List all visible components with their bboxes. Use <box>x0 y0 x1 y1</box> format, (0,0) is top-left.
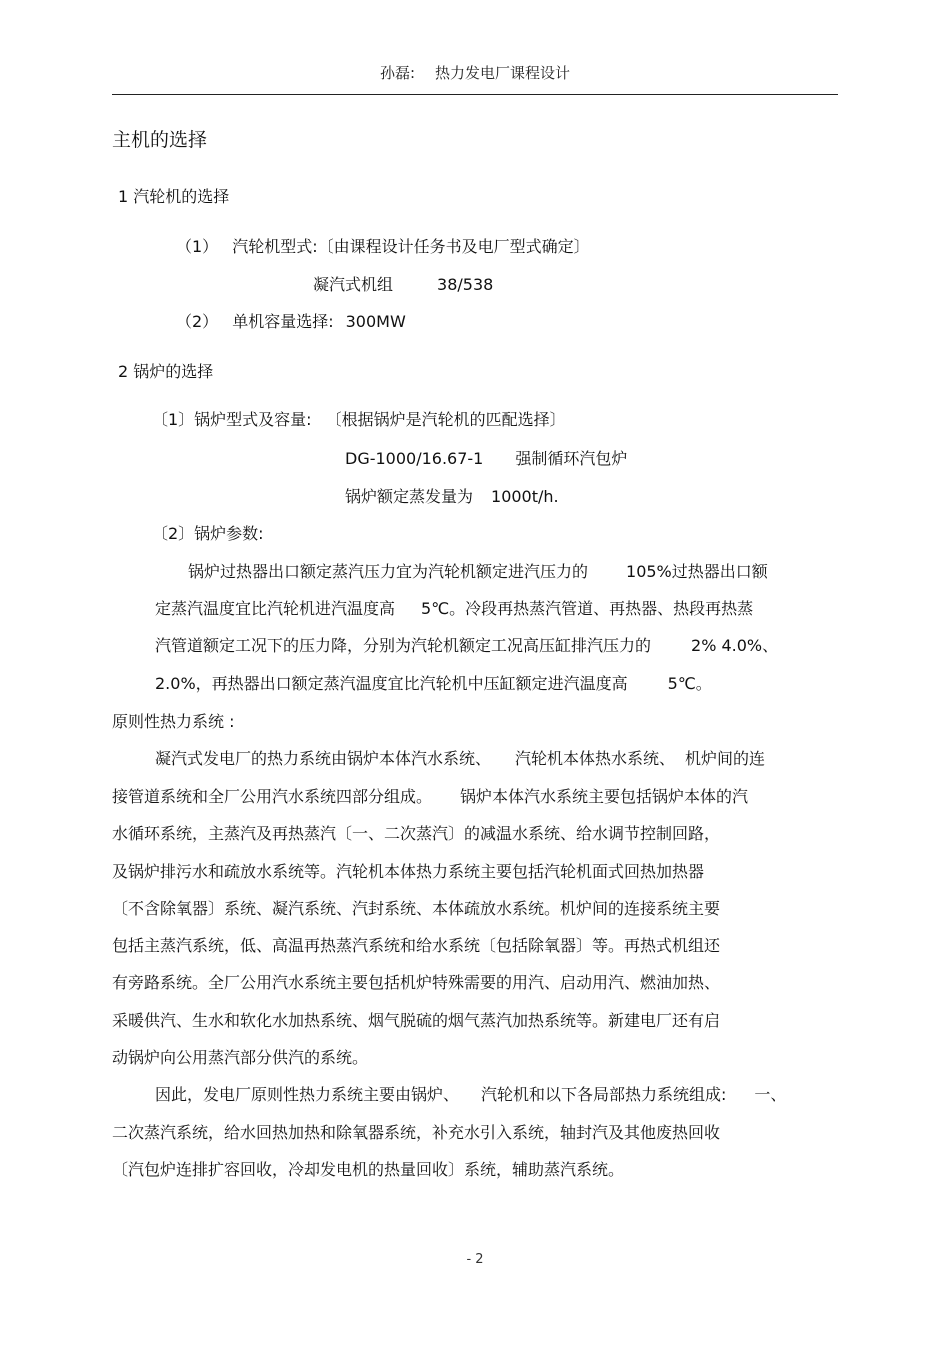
text-segment: 凝汽式发电厂的热力系统由锅炉本体汽水系统、 <box>155 749 492 768</box>
turbine-item1-text: 汽轮机型式:〔由课程设计任务书及电厂型式确定〕 <box>232 237 590 256</box>
boiler-model-line <box>345 447 627 471</box>
turbine-item2-text: 单机容量选择: <box>232 312 334 331</box>
system-para1-line: 及锅炉排污水和疏放水系统等。汽轮机本体热力系统主要包括汽轮机面式回热加热器 <box>112 862 705 881</box>
turbine-type: 凝汽式机组 <box>313 275 394 294</box>
boiler-params-line <box>155 597 753 621</box>
text-segment: 汽轮机本体热水系统、 <box>515 749 676 768</box>
boiler-heading: 2 锅炉的选择 <box>118 362 214 381</box>
text-segment: 2.0%，再热器出口额定蒸汽温度宜比汽轮机中压缸额定进汽温度高 <box>155 674 628 693</box>
system-para1-line: 〔不含除氧器〕系统、凝汽系统、汽封系统、本体疏放水系统。机炉间的连接系统主要 <box>112 899 721 918</box>
system-para1-line: 采暖供汽、生水和软化水加热系统、烟气脱硫的烟气蒸汽加热系统等。新建电厂还有启 <box>112 1011 721 1030</box>
header-course: 热力发电厂课程设计 <box>435 64 571 82</box>
boiler-params-line <box>155 672 712 696</box>
text-segment: 105%过热器出口额 <box>626 562 768 581</box>
text-segment: 因此，发电厂原则性热力系统主要由锅炉、 <box>155 1085 460 1104</box>
turbine-item1-value <box>313 273 493 297</box>
page-header <box>112 62 838 95</box>
system-para1-line <box>155 747 765 771</box>
page-number: - 2 <box>466 1252 484 1267</box>
text-segment: 锅炉过热器出口额定蒸汽压力宜为汽轮机额定进汽压力的 <box>188 562 589 581</box>
section-title: 主机的选择 <box>112 129 208 151</box>
text-segment: 5℃。冷段再热蒸汽管道、再热器、热段再热蒸 <box>421 599 754 618</box>
turbine-capacity: 300MW <box>345 312 406 331</box>
system-para2-line <box>155 1083 786 1107</box>
header-author: 孙磊: <box>379 64 416 82</box>
boiler-rated-value: 1000t/h. <box>491 487 559 506</box>
boiler-item1-text: 〔根据锅炉是汽轮机的匹配选择〕 <box>325 410 566 429</box>
boiler-params-line <box>188 560 768 584</box>
turbine-item1 <box>176 235 590 259</box>
boiler-model: DG-1000/16.67-1 <box>345 449 484 468</box>
turbine-item2 <box>176 310 406 334</box>
turbine-item2-label: （2） <box>176 312 219 331</box>
turbine-params: 38/538 <box>437 275 494 294</box>
text-segment: 锅炉本体汽水系统主要包括锅炉本体的汽 <box>460 787 749 806</box>
boiler-params-line <box>155 634 778 658</box>
text-segment: 汽管道额定工况下的压力降，分别为汽轮机额定工况高压缸排汽压力的 <box>155 636 652 655</box>
text-segment: 2% 4.0%、 <box>691 636 779 655</box>
boiler-rated-line <box>345 485 559 509</box>
text-segment: 汽轮机和以下各局部热力系统组成: <box>481 1085 727 1104</box>
boiler-rated-label: 锅炉额定蒸发量为 <box>345 487 474 506</box>
system-para1-line <box>112 785 748 809</box>
turbine-heading: 1 汽轮机的选择 <box>118 187 230 206</box>
text-segment: 一、 <box>754 1085 787 1104</box>
boiler-item1-label: 〔1〕锅炉型式及容量: <box>152 410 312 429</box>
system-para1-line: 动锅炉向公用蒸汽部分供汽的系统。 <box>112 1048 369 1067</box>
system-para1-line: 水循环系统，主蒸汽及再热蒸汽〔一、二次蒸汽〕的减温水系统、给水调节控制回路， <box>112 824 721 843</box>
system-para1-line: 有旁路系统。全厂公用汽水系统主要包括机炉特殊需要的用汽、启动用汽、燃油加热、 <box>112 973 721 992</box>
system-para1-line: 包括主蒸汽系统，低、高温再热蒸汽系统和给水系统〔包括除氧器〕等。再热式机组还 <box>112 936 721 955</box>
boiler-model-desc: 强制循环汽包炉 <box>515 449 628 468</box>
boiler-item1 <box>152 408 566 432</box>
text-segment: 5℃。 <box>667 674 712 693</box>
boiler-item2-label: 〔2〕锅炉参数: <box>152 524 264 543</box>
text-segment: 机炉间的连 <box>685 749 766 768</box>
system-para2-line: 二次蒸汽系统，给水回热加热和除氧器系统，补充水引入系统，轴封汽及其他废热回收 <box>112 1123 721 1142</box>
turbine-item1-label: （1） <box>176 237 219 256</box>
text-segment: 定蒸汽温度宜比汽轮机进汽温度高 <box>155 599 396 618</box>
system-heading: 原则性热力系统 : <box>112 712 235 731</box>
system-para2-line: 〔汽包炉连排扩容回收，冷却发电机的热量回收〕系统，辅助蒸汽系统。 <box>112 1160 625 1179</box>
text-segment: 接管道系统和全厂公用汽水系统四部分组成。 <box>112 787 433 806</box>
